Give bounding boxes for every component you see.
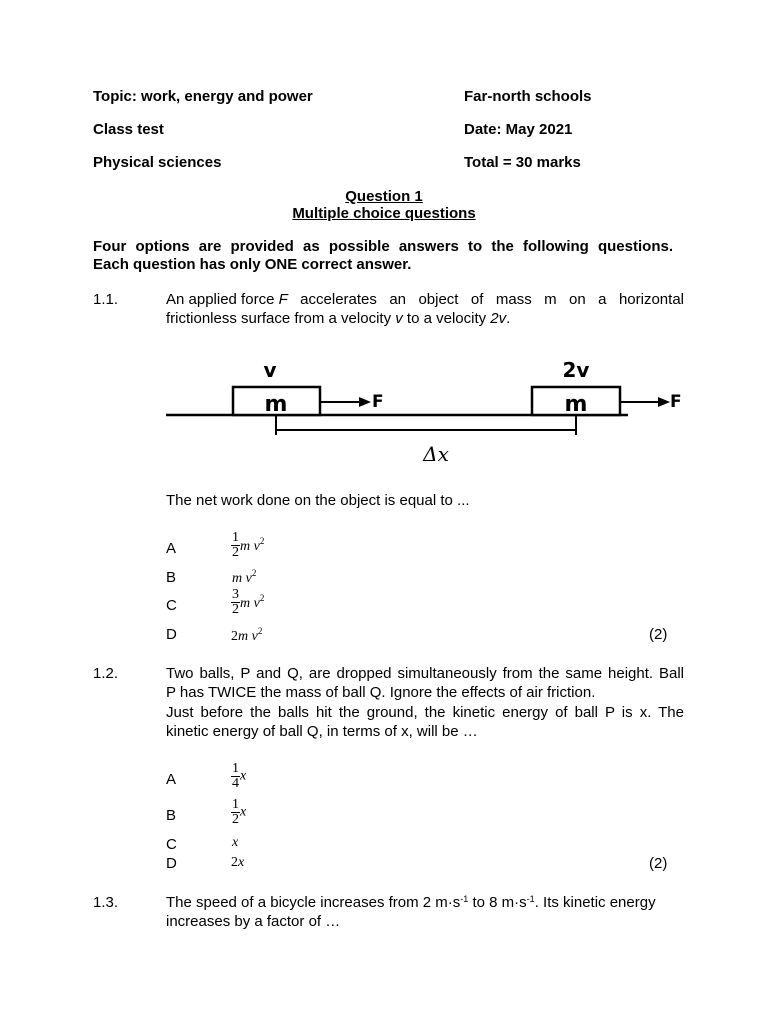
q1-1-option-d-value: 2m $v^2$	[231, 626, 263, 644]
test-type-label: Class test	[93, 121, 164, 138]
section-title: Question 1	[345, 188, 423, 205]
instructions-line-1: Four options are provided as possible answers to the following questions.	[93, 238, 673, 255]
question-1-2-line-3: Just before the balls hit the ground, the kinetic energy of ball P is x. The	[166, 704, 684, 721]
block-initial-mass-label: m	[264, 392, 288, 417]
q1-2-option-c-value: x	[232, 835, 239, 850]
q1-3-text-a: The speed of a bicycle increases from 2 $m\cdot s^{-1}$ to 8 $m\cdot s^{-1}$. Its kinetic energy	[166, 894, 656, 911]
date-label: Date: May 2021	[464, 121, 573, 138]
q1-2-option-a-letter: A	[166, 771, 177, 788]
instructions-line-2: Each question has only ONE correct answer.	[93, 256, 412, 273]
q1-2-option-c-letter: C	[166, 836, 177, 853]
q1-1-force-symbol: F	[278, 291, 288, 308]
section-subtitle: Multiple choice questions	[292, 205, 476, 222]
q1-2-option-b-fraction: $\frac{1}{2}$	[232, 797, 239, 827]
q1-2-option-b-value: $\frac{1}{2}$ x	[232, 797, 247, 827]
q1-1-option-a-value: $\frac{1}{2}$ m $v^2$	[232, 530, 265, 560]
q1-1-velocity-2v-symbol: 2v	[490, 310, 507, 327]
question-1-3-line-2: increases by a factor of …	[166, 913, 341, 930]
q1-2-option-d-value: 2x	[231, 855, 245, 870]
q1-1-text-c: frictionless surface from a velocity	[166, 310, 396, 327]
topic-label: Topic: work, energy and power	[93, 88, 313, 105]
q1-1-option-c-fraction: $\frac{3}{2}$	[232, 587, 239, 617]
force-arrow-2-head	[658, 397, 670, 407]
question-1-1-number: 1.1.	[93, 291, 119, 308]
school-label: Far-north schools	[464, 88, 592, 105]
force-arrow-1-head	[359, 397, 371, 407]
block-final-mass-label: m	[564, 392, 588, 417]
question-1-3-number: 1.3.	[93, 894, 119, 911]
q1-1-option-b-letter: B	[166, 569, 177, 586]
q1-2-option-a-value: $\frac{1}{4}$ x	[232, 761, 247, 791]
q1-1-option-a-fraction: $\frac{1}{2}$	[232, 530, 239, 560]
question-1-2-number: 1.2.	[93, 665, 119, 682]
initial-velocity-label: v	[263, 358, 277, 382]
question-1-3-line-1	[166, 894, 684, 911]
displacement-label: Δx	[423, 442, 449, 466]
q1-1-velocity-symbol: v	[395, 310, 403, 327]
q1-1-option-c-value: $\frac{3}{2}$ m $v^2$	[232, 587, 265, 617]
q1-1-text-b: accelerates an object of mass m on a horizontal	[287, 291, 684, 308]
total-marks-label: Total = 30 marks	[464, 154, 581, 171]
question-1-1-line-2	[166, 310, 510, 327]
q1-1-option-d-letter: D	[166, 626, 177, 643]
final-velocity-label: 2v	[562, 358, 590, 382]
block-motion-diagram	[160, 352, 700, 472]
q1-2-option-a-fraction: $\frac{1}{4}$	[232, 761, 239, 791]
force-label-1: F	[372, 392, 384, 412]
question-1-2-line-4: kinetic energy of ball Q, in terms of x, will be …	[166, 723, 478, 740]
q1-1-text-e: .	[506, 310, 511, 327]
question-1-2-line-2: P has TWICE the mass of ball Q. Ignore the effects of air friction.	[166, 684, 596, 701]
force-label-2: F	[670, 392, 682, 412]
q1-1-text-a: An applied force	[166, 291, 279, 308]
q1-1-option-c-letter: C	[166, 597, 177, 614]
q1-1-text-d: to a velocity	[402, 310, 491, 327]
q1-2-marks: (2)	[649, 855, 668, 872]
q1-2-option-d-letter: D	[166, 855, 177, 872]
q1-1-marks: (2)	[649, 626, 668, 643]
question-1-1-stem: The net work done on the object is equal to ...	[166, 492, 470, 509]
q1-2-option-b-letter: B	[166, 807, 177, 824]
question-1-2-line-1: Two balls, P and Q, are dropped simultaneously from the same height. Ball	[166, 665, 684, 682]
q1-1-option-b-value: m $v^2$	[232, 568, 257, 586]
q1-1-option-a-letter: A	[166, 540, 177, 557]
question-1-1-line-1	[166, 291, 684, 308]
subject-label: Physical sciences	[93, 154, 222, 171]
